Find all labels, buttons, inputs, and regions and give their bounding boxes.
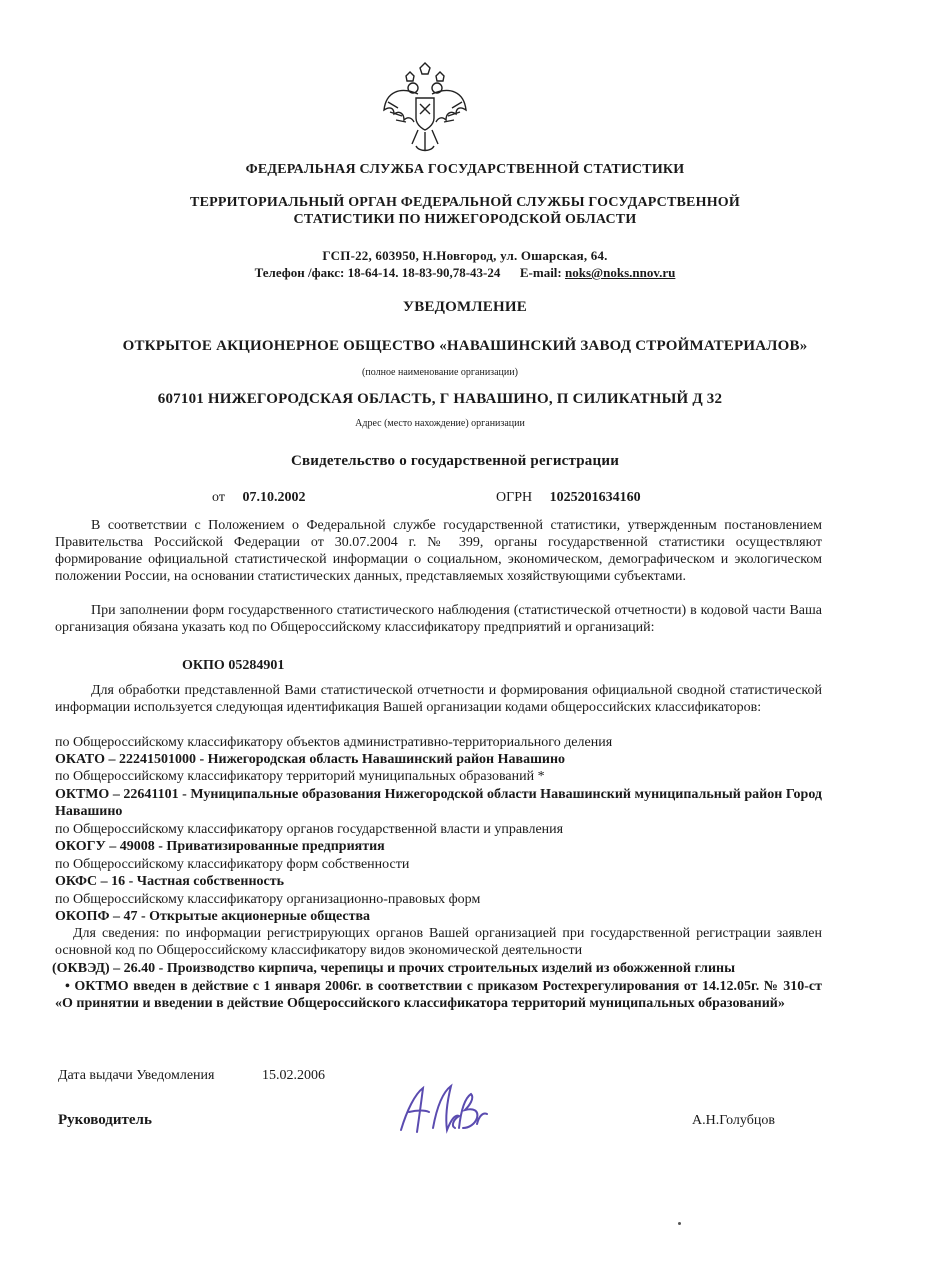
okogu-caption: по Общероссийскому классификатору органов государственной власти и управления [55, 822, 564, 837]
organization-address-caption: Адрес (место нахождение) организации [355, 418, 525, 429]
organization-address: 607101 НИЖЕГОРОДСКАЯ ОБЛАСТЬ, Г НАВАШИНО, П СИЛИКАТНЫЙ Д 32 [157, 391, 723, 407]
ogrn-label: ОГРН [496, 490, 533, 505]
paragraph-1: В соответствии с Положением о Федеральной службе государственной статистики, утвержденным постановлением Правительства Российской Федерации от 30.07.2004 г. № 399, органы государственной статистики осуществляют формирование официальной статистической информации о социальном, экономическом, демографическом и экологическом положении России, на основании статистических данных, представляемых хозяйствующими субъектами. [55, 518, 822, 584]
okved-code: (ОКВЭД) – 26.40 - Производство кирпича, черепицы и прочих строительных изделий из обожженной глины [52, 961, 736, 976]
issue-date-label: Дата выдачи Уведомления [58, 1068, 215, 1083]
contact-line [0, 265, 930, 281]
head-name: А.Н.Голубцов [692, 1113, 775, 1128]
certificate-date-row [212, 489, 305, 506]
organization-name-caption: (полное наименование организации) [362, 367, 518, 378]
paragraph-3: Для обработки представленной Вами статистической отчетности и формирования официальной сводной статистической информации используется следующая идентификация Вашей организации кодами общероссийских классификаторов: [55, 683, 822, 715]
okopf-code: ОКОПФ – 47 - Открытые акционерные общества [55, 909, 371, 924]
coat-of-arms-emblem [380, 62, 470, 162]
ogrn-row [496, 489, 641, 506]
email-link[interactable]: noks@noks.nnov.ru [565, 265, 676, 280]
document-title: УВЕДОМЛЕНИЕ [403, 299, 527, 315]
okpo-code: ОКПО 05284901 [182, 658, 285, 673]
okato-caption: по Общероссийскому классификатору объектов административно-территориального деления [55, 735, 613, 750]
signature-image [395, 1080, 495, 1140]
territorial-body-title-line1: ТЕРРИТОРИАЛЬНЫЙ ОРГАН ФЕДЕРАЛЬНОЙ СЛУЖБЫ ГОСУДАРСТВЕННОЙ [190, 195, 740, 210]
okato-code: ОКАТО – 22241501000 - Нижегородская область Навашинский район Навашино [55, 752, 566, 767]
oktmo-caption: по Общероссийскому классификатору территорий муниципальных образований * [55, 769, 545, 784]
phone-fax: Телефон /факс: 18-64-14. 18-83-90,78-43-24 [254, 265, 501, 280]
territorial-body-title-line2: СТАТИСТИКИ ПО НИЖЕГОРОДСКОЙ ОБЛАСТИ [293, 212, 637, 227]
postal-address: ГСП-22, 603950, Н.Новгород, ул. Ошарская, 64. [322, 248, 608, 263]
organization-name: ОТКРЫТОЕ АКЦИОНЕРНОЕ ОБЩЕСТВО «НАВАШИНСКИЙ ЗАВОД СТРОЙМАТЕРИАЛОВ» [122, 338, 808, 354]
okved-info-note: Для сведения: по информации регистрирующих органов Вашей организацией при государственной регистрации заявлен основной код по Общероссийскому классификатору видов экономической деятельности [55, 926, 822, 958]
okfs-code: ОКФС – 16 - Частная собственность [55, 874, 285, 889]
okopf-caption: по Общероссийскому классификатору организационно-правовых форм [55, 892, 481, 907]
registration-date: 07.10.2002 [242, 490, 306, 505]
okfs-caption: по Общероссийскому классификатору форм собственности [55, 857, 410, 872]
okogu-code: ОКОГУ – 49008 - Приватизированные предприятия [55, 839, 385, 854]
scan-speck [678, 1222, 681, 1225]
from-label: от [212, 490, 225, 505]
certificate-heading: Свидетельство о государственной регистрации [290, 453, 620, 469]
paragraph-2: При заполнении форм государственного статистического наблюдения (статистической отчетности) в кодовой части Ваша организация обязана указать код по Общероссийскому классификатору предприятий и организаций: [55, 603, 822, 635]
issue-date-value: 15.02.2006 [262, 1068, 325, 1083]
ogrn-value: 1025201634160 [549, 490, 641, 505]
head-label: Руководитель [58, 1112, 152, 1128]
oktmo-code: ОКТМО – 22641101 - Муниципальные образования Нижегородской области Навашинский муниципальный район Город Навашино [55, 787, 822, 819]
federal-service-title: ФЕДЕРАЛЬНАЯ СЛУЖБА ГОСУДАРСТВЕННОЙ СТАТИСТИКИ [245, 162, 685, 177]
oktmo-footnote: • ОКТМО введен в действие с 1 января 2006г. в соответствии с приказом Ростехрегулирования от 14.12.05г. № 310-ст «О принятии и введении в действие Общероссийского классификатора территорий муниципальных образований» [55, 979, 822, 1011]
email-label: E-mail: [519, 265, 562, 280]
